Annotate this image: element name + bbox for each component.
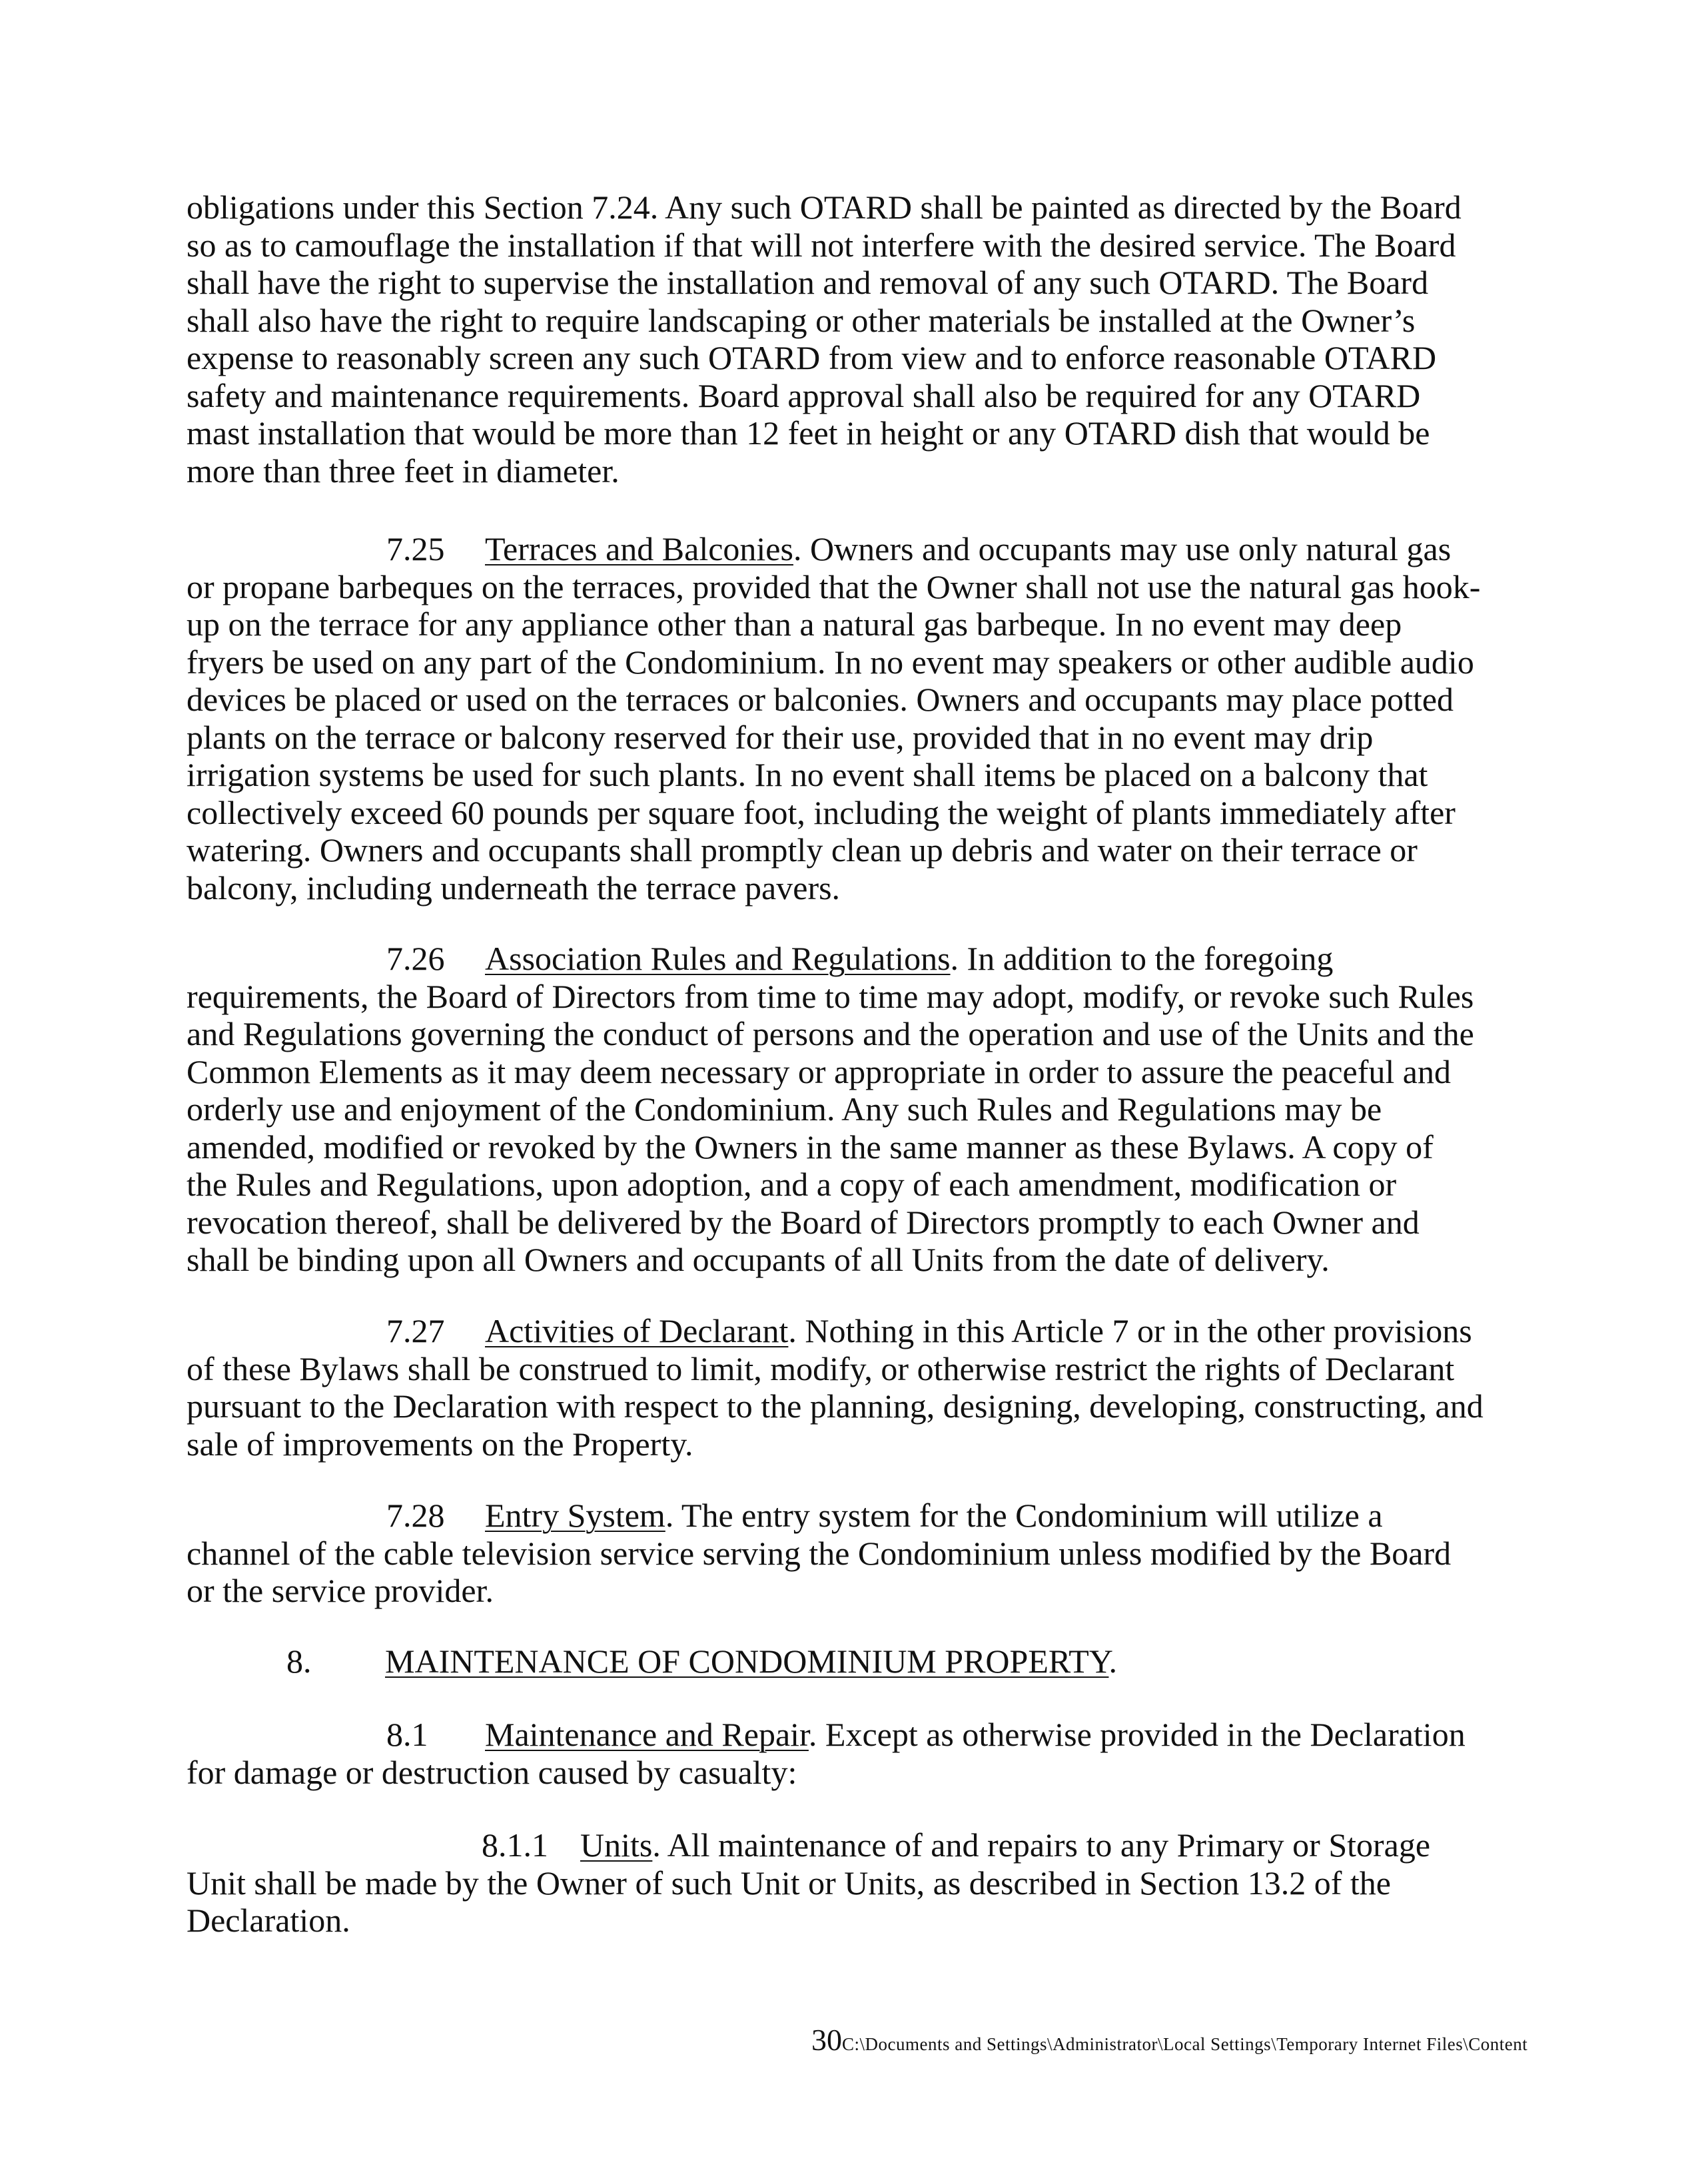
text-line: balcony, including underneath the terrace pavers. [187,869,841,907]
section-text: . All maintenance of and repairs to any Primary or Storage [652,1826,1431,1864]
article-heading-line [187,1642,1479,1680]
section-number: 7.28 [386,1497,445,1534]
section-heading: Activities of Declarant [485,1312,789,1349]
section-first-line [187,1826,1479,1864]
section-number: 7.27 [386,1312,445,1349]
text-line: and Regulations governing the conduct of persons and the operation and use of the Units and the [187,1015,1474,1052]
section-7-25 [187,530,1479,907]
section-first-line [187,1716,1479,1754]
section-first-line [187,940,1479,978]
text-line: devices be placed or used on the terraces or balconies. Owners and occupants may place potted [187,681,1454,718]
section-heading: Units [580,1826,653,1864]
section-heading: Association Rules and Regulations [485,940,951,977]
text-line: orderly use and enjoyment of the Condominium. Any such Rules and Regulations may be [187,1090,1382,1128]
text-line: shall have the right to supervise the installation and removal of any such OTARD. The Board [187,264,1429,301]
text-line: the Rules and Regulations, upon adoption, and a copy of each amendment, modification or [187,1166,1397,1203]
text-line: pursuant to the Declaration with respect to the planning, designing, developing, constructing, and [187,1387,1484,1425]
text-line: expense to reasonably screen any such OTARD from view and to enforce reasonable OTARD [187,339,1437,376]
text-line: irrigation systems be used for such plants. In no event shall items be placed on a balcony that [187,756,1428,793]
text-line: mast installation that would be more than 12 feet in height or any OTARD dish that would be [187,414,1430,452]
text-line: up on the terrace for any appliance other than a natural gas barbeque. In no event may deep [187,605,1402,643]
text-line: revocation thereof, shall be delivered by the Board of Directors promptly to each Owner and [187,1203,1420,1241]
paragraph-7-24-continuation [187,188,1479,490]
section-text: . Nothing in this Article 7 or in the other provisions [788,1312,1472,1349]
text-line: more than three feet in diameter. [187,452,620,490]
text-line: obligations under this Section 7.24. Any such OTARD shall be painted as directed by the Board [187,188,1462,226]
section-8-1 [187,1716,1479,1791]
section-heading: Terraces and Balconies [485,530,793,567]
section-7-26 [187,940,1479,1279]
article-8 [187,1642,1479,1680]
text-line: fryers be used on any part of the Condominium. In no event may speakers or other audible audio [187,643,1474,681]
article-heading-suffix: . [1108,1642,1117,1680]
text-line: of these Bylaws shall be construed to limit, modify, or otherwise restrict the rights of Declarant [187,1349,1455,1387]
text-line: plants on the terrace or balcony reserved for their use, provided that in no event may drip [187,718,1374,756]
section-7-27 [187,1312,1484,1463]
text-line: for damage or destruction caused by casualty: [187,1753,797,1791]
text-line: shall also have the right to require landscaping or other materials be installed at the Owner’s [187,301,1416,339]
page-footer [811,2022,1691,2057]
text-line: watering. Owners and occupants shall promptly clean up debris and water on their terrace or [187,831,1418,869]
text-line: Unit shall be made by the Owner of such Unit or Units, as described in Section 13.2 of the [187,1864,1391,1902]
text-line: safety and maintenance requirements. Board approval shall also be required for any OTARD [187,376,1421,414]
text-line: so as to camouflage the installation if that will not interfere with the desired service. The Board [187,226,1456,264]
text-line: collectively exceed 60 pounds per square foot, including the weight of plants immediately after [187,793,1456,831]
article-number: 8. [286,1642,312,1680]
text-line: requirements, the Board of Directors from time to time may adopt, modify, or revoke such Rules [187,977,1474,1015]
section-number: 7.25 [386,530,445,567]
text-line: amended, modified or revoked by the Owners in the same manner as these Bylaws. A copy of [187,1128,1434,1166]
section-first-line [187,530,1479,568]
section-text: . In addition to the foregoing [950,940,1334,977]
section-8-1-1 [187,1826,1479,1940]
text-line: Declaration. [187,1902,350,1939]
section-first-line [187,1312,1479,1350]
file-path: C:\Documents and Settings\Administrator\Local Settings\Temporary Internet Files\Content [842,2034,1528,2054]
text-line: sale of improvements on the Property. [187,1425,693,1463]
text-line: channel of the cable television service serving the Condominium unless modified by the Board [187,1534,1452,1572]
text-line: or the service provider. [187,1572,494,1609]
section-number: 7.26 [386,940,445,977]
section-number: 8.1.1 [482,1826,548,1864]
section-first-line [187,1497,1479,1535]
section-heading: Entry System [485,1497,665,1534]
text-line: Common Elements as it may deem necessary or appropriate in order to assure the peaceful and [187,1052,1451,1090]
section-heading: Maintenance and Repair [485,1716,809,1753]
section-text: . Owners and occupants may use only natural gas [793,530,1452,567]
section-text: . Except as otherwise provided in the Declaration [808,1716,1466,1753]
text-line: or propane barbeques on the terraces, provided that the Owner shall not use the natural gas hook- [187,567,1481,605]
page-number: 30 [811,2023,842,2057]
article-heading: MAINTENANCE OF CONDOMINIUM PROPERTY [385,1642,1109,1680]
section-text: . The entry system for the Condominium will utilize a [665,1497,1383,1534]
text-line: shall be binding upon all Owners and occupants of all Units from the date of delivery. [187,1241,1330,1278]
section-7-28 [187,1497,1479,1610]
section-number: 8.1 [386,1716,428,1753]
